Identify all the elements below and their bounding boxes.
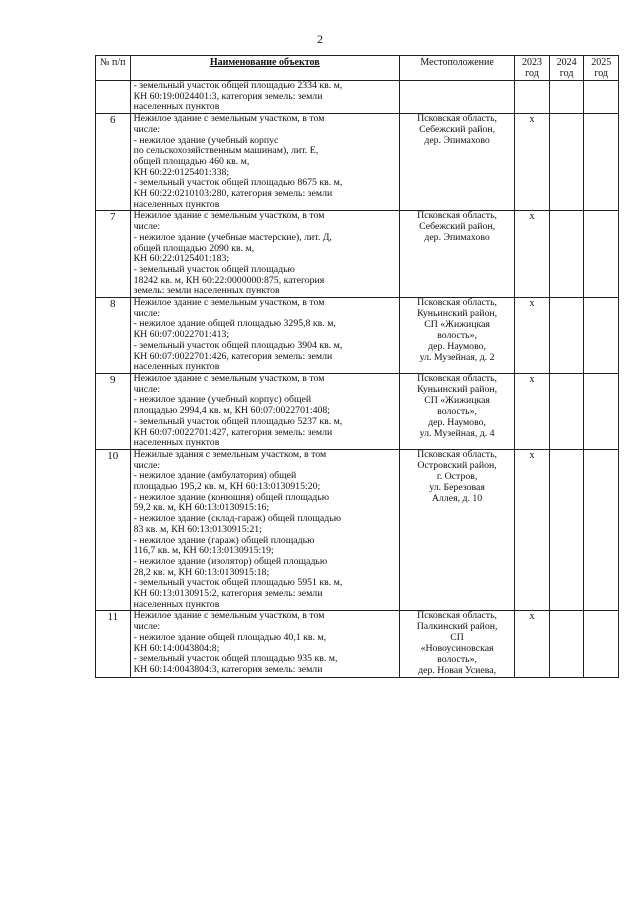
location-line: Куньинский район, <box>417 383 498 395</box>
year-2024-mark <box>549 211 584 298</box>
description-line: общей площадью 460 кв. м, <box>133 155 250 167</box>
location-line: Куньинский район, <box>417 307 498 319</box>
description-line: населенных пунктов <box>133 361 220 373</box>
location-line: Себежский район, <box>419 221 496 233</box>
object-location <box>399 298 514 374</box>
row-number: 6 <box>96 114 131 211</box>
table-row <box>96 81 619 114</box>
location-line: Псковская область, <box>417 113 497 125</box>
object-description <box>130 373 399 449</box>
location-line: ул. Березовая <box>429 481 485 493</box>
description-line: КН 60:07:0022701:413; <box>133 329 230 341</box>
description-line: площадью 2994,4 кв. м, КН 60:07:0022701:408; <box>133 405 331 417</box>
location-line: СП «Жижицкая <box>424 318 490 330</box>
row-number: 8 <box>96 298 131 374</box>
description-line: - нежилое здание (учебный корпус <box>133 134 279 146</box>
year-2023-mark <box>515 81 550 114</box>
object-location <box>399 211 514 298</box>
description-line: КН 60:14:0043804:8; <box>133 642 220 654</box>
description-line: - земельный участок общей площадью 5951 кв. м, <box>133 577 343 589</box>
object-description <box>130 81 399 114</box>
year-2025-mark <box>584 81 619 114</box>
location-line: дер. Наумово, <box>428 416 486 428</box>
year-2025-mark <box>584 449 619 611</box>
location-line: ул. Музейная, д. 2 <box>419 351 495 363</box>
description-line: по сельскохозяйственным машинам), лит. Е, <box>133 145 319 157</box>
location-line: Аллея, д. 10 <box>431 492 483 504</box>
header-2023: 2023 год <box>515 56 550 81</box>
description-line: КН 60:07:0022701:427, категория земель: земли <box>133 426 333 438</box>
description-line: 28,2 кв. м, КН 60:13:0130915:18; <box>133 566 270 578</box>
object-description <box>130 449 399 611</box>
description-line: КН 60:22:0210103:280, категория земель: земли <box>133 188 333 200</box>
description-line: - земельный участок общей площадью 2334 кв. м, <box>133 80 343 91</box>
description-line: - нежилое здание (учебный корпус) общей <box>133 394 312 406</box>
table-row <box>96 211 619 298</box>
description-line: 83 кв. м, КН 60:13:0130915:21; <box>133 523 262 535</box>
year-2023-mark: х <box>515 114 550 211</box>
location-line: волость», <box>437 329 477 341</box>
description-line: Нежилое здание с земельным участком, в том <box>133 372 325 384</box>
page-number: 2 <box>317 32 323 46</box>
object-description <box>130 211 399 298</box>
year-2023-mark: х <box>515 298 550 374</box>
description-line: числе: <box>133 383 161 395</box>
description-line: КН 60:07:0022701:426, категория земель: земли <box>133 350 333 362</box>
location-line: Себежский район, <box>419 124 496 136</box>
object-location <box>399 611 514 677</box>
objects-table <box>95 55 619 678</box>
description-line: - земельный участок общей площадью 8675 кв. м, <box>133 177 343 189</box>
description-line: 116,7 кв. м, КН 60:13:0130915:19; <box>133 545 274 557</box>
description-line: населенных пунктов <box>133 437 220 449</box>
object-description <box>130 114 399 211</box>
description-line: Нежилое здание с земельным участком, в том <box>133 297 325 309</box>
row-number: 10 <box>96 449 131 611</box>
description-line: площадью 195,2 кв. м, КН 60:13:0130915:20; <box>133 481 321 493</box>
year-2024-mark <box>549 373 584 449</box>
location-line: Псковская область, <box>417 210 497 222</box>
year-2024-mark <box>549 298 584 374</box>
year-2024-mark <box>549 449 584 611</box>
year-2024-mark <box>549 611 584 677</box>
year-2023-mark: х <box>515 611 550 677</box>
description-line: Нежилое здание с земельным участком, в том <box>133 113 325 125</box>
description-line: Нежилые здания с земельным участком, в том <box>133 448 327 460</box>
description-line: - земельный участок общей площадью 935 кв. м, <box>133 653 338 665</box>
location-line: Псковская область, <box>417 610 497 622</box>
description-line: числе: <box>133 123 161 135</box>
description-line: числе: <box>133 221 161 233</box>
location-line: дер. Новая Усиева, <box>418 664 497 676</box>
year-2024-mark <box>549 81 584 114</box>
description-line: КН 60:22:0125401:183; <box>133 253 230 265</box>
description-line: - нежилое здание (учебные мастерские), лит. Д, <box>133 231 332 243</box>
location-line: г. Остров, <box>436 470 478 482</box>
description-line: числе: <box>133 459 161 471</box>
year-2025-mark <box>584 211 619 298</box>
year-2024-mark <box>549 114 584 211</box>
description-line: КН 60:14:0043804:3, категория земель: земли <box>133 663 323 675</box>
description-line: - нежилое здание (гараж) общей площадью <box>133 534 315 546</box>
description-line: 59,2 кв. м, КН 60:13:0130915:16; <box>133 502 270 514</box>
table-row <box>96 114 619 211</box>
year-2023-mark: х <box>515 211 550 298</box>
location-line: Псковская область, <box>417 297 497 309</box>
table-row <box>96 611 619 677</box>
description-line: КН 60:13:0130915:2, категория земель: земли <box>133 588 323 600</box>
location-line: СП <box>450 632 464 644</box>
location-line: волость», <box>437 654 477 666</box>
header-2024: 2024 год <box>549 56 584 81</box>
description-line: - нежилое здание (амбулатория) общей <box>133 470 297 482</box>
description-line: населенных пунктов <box>133 101 220 113</box>
year-2025-mark <box>584 298 619 374</box>
year-2023-mark: х <box>515 449 550 611</box>
object-location <box>399 81 514 114</box>
object-location <box>399 114 514 211</box>
location-line: «Новоусиновская <box>420 643 494 655</box>
year-2025-mark <box>584 114 619 211</box>
description-line: - земельный участок общей площадью <box>133 263 295 275</box>
description-line: земель: земли населенных пунктов <box>133 285 280 297</box>
header-name <box>130 56 399 81</box>
object-description <box>130 611 399 677</box>
description-line: - нежилое здание (склад-гараж) общей площадью <box>133 513 342 525</box>
location-line: Островский район, <box>417 459 497 471</box>
description-line: КН 60:22:0125401:338; <box>133 166 230 178</box>
description-line: населенных пунктов <box>133 198 220 210</box>
table-row <box>96 298 619 374</box>
description-line: 18242 кв. м, КН 60:22:0000000:875, категория <box>133 274 325 286</box>
description-line: числе: <box>133 621 161 633</box>
location-line: Палкинский район, <box>416 621 498 633</box>
description-line: Нежилое здание с земельным участком, в том <box>133 610 325 622</box>
description-line: Нежилое здание с земельным участком, в том <box>133 210 325 222</box>
location-line: волость», <box>437 405 477 417</box>
header-name-label: Наименование объектов <box>209 57 320 68</box>
description-line: населенных пунктов <box>133 598 220 610</box>
row-number: 9 <box>96 373 131 449</box>
description-line: - нежилое здание (конюшня) общей площадью <box>133 491 330 503</box>
description-line: числе: <box>133 307 161 319</box>
location-line: Псковская область, <box>417 372 497 384</box>
description-line: КН 60:19:0024401:3, категория земель: земли <box>133 90 323 102</box>
header-2025: 2025 год <box>584 56 619 81</box>
description-line: - земельный участок общей площадью 3904 кв. м, <box>133 339 343 351</box>
object-location <box>399 373 514 449</box>
location-line: дер. Эпимахово <box>424 232 490 244</box>
location-line: дер. Наумово, <box>428 340 486 352</box>
location-line: Псковская область, <box>417 448 497 460</box>
description-line: - нежилое здание общей площадью 40,1 кв. м, <box>133 631 327 643</box>
description-line: общей площадью 2090 кв. м, <box>133 242 255 254</box>
description-line: - нежилое здание (изолятор) общей площадью <box>133 555 328 567</box>
location-line: дер. Эпимахово <box>424 134 490 146</box>
description-line: - земельный участок общей площадью 5237 кв. м, <box>133 415 343 427</box>
year-2025-mark <box>584 611 619 677</box>
table-row <box>96 449 619 611</box>
row-number: 11 <box>96 611 131 677</box>
object-location <box>399 449 514 611</box>
table-row <box>96 373 619 449</box>
header-num: № п/п <box>96 56 131 81</box>
header-location: Местоположение <box>399 56 514 81</box>
row-number: 7 <box>96 211 131 298</box>
location-line: СП «Жижицкая <box>424 394 490 406</box>
table-header-row <box>96 56 619 81</box>
year-2023-mark: х <box>515 373 550 449</box>
description-line: - нежилое здание общей площадью 3295,8 кв. м, <box>133 318 336 330</box>
location-line: ул. Музейная, д. 4 <box>419 427 495 439</box>
year-2025-mark <box>584 373 619 449</box>
object-description <box>130 298 399 374</box>
row-number <box>96 81 131 114</box>
